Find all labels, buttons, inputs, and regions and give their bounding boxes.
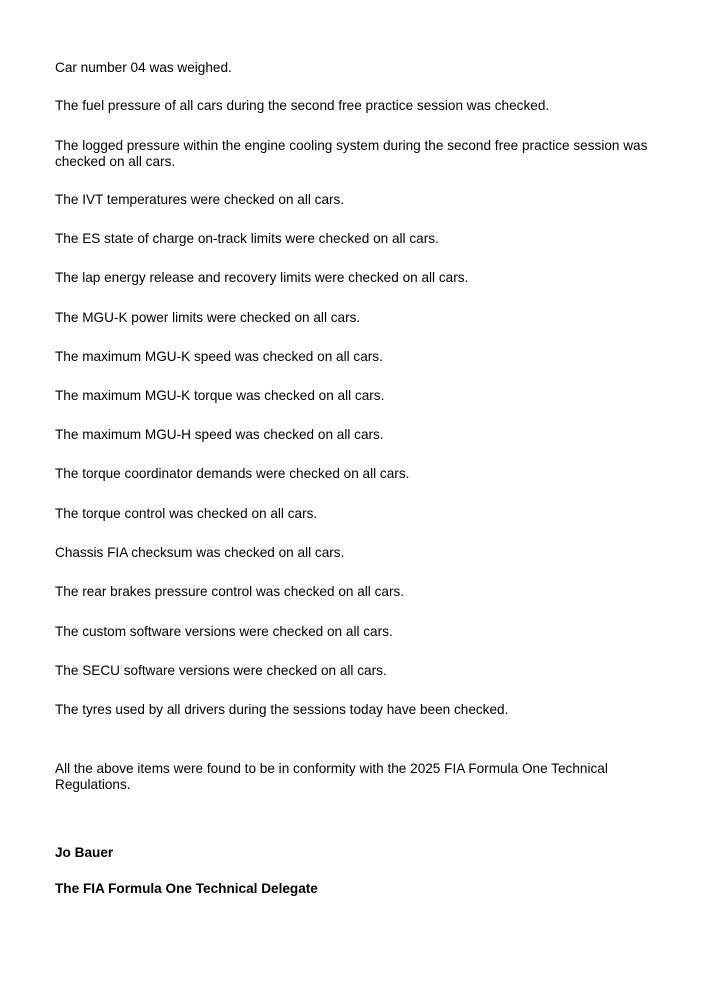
item-chassis-checksum: Chassis FIA checksum was checked on all cars. — [55, 545, 345, 560]
item-lap-energy: The lap energy release and recovery limits were checked on all cars. — [55, 270, 469, 285]
item-mguk-torque: The maximum MGU-K torque was checked on all cars. — [55, 388, 385, 403]
item-rear-brakes: The rear brakes pressure control was checked on all cars. — [55, 584, 405, 599]
item-es-state-of-charge: The ES state of charge on-track limits were checked on all cars. — [55, 231, 439, 246]
item-torque-coordinator: The torque coordinator demands were checked on all cars. — [55, 466, 410, 481]
item-custom-software: The custom software versions were checked on all cars. — [55, 624, 393, 639]
item-tyres: The tyres used by all drivers during the sessions today have been checked. — [55, 702, 509, 717]
conformity-statement: All the above items were found to be in conformity with the 2025 FIA Formula One Technical Regulations. — [55, 761, 608, 792]
signatory-title: The FIA Formula One Technical Delegate — [55, 881, 318, 896]
item-mguk-speed: The maximum MGU-K speed was checked on all cars. — [55, 349, 383, 364]
item-mguh-speed: The maximum MGU-H speed was checked on all cars. — [55, 427, 384, 442]
item-car-weighed: Car number 04 was weighed. — [55, 60, 232, 75]
item-fuel-pressure: The fuel pressure of all cars during the second free practice session was checked. — [55, 98, 550, 113]
signatory-name: Jo Bauer — [55, 845, 114, 860]
item-secu-software: The SECU software versions were checked on all cars. — [55, 663, 387, 678]
item-torque-control: The torque control was checked on all cars. — [55, 506, 318, 521]
item-mguk-power: The MGU-K power limits were checked on all cars. — [55, 310, 361, 325]
item-cooling-pressure: The logged pressure within the engine cooling system during the second free practice session was checked on all cars. — [55, 138, 648, 169]
item-ivt-temperatures: The IVT temperatures were checked on all cars. — [55, 192, 345, 207]
